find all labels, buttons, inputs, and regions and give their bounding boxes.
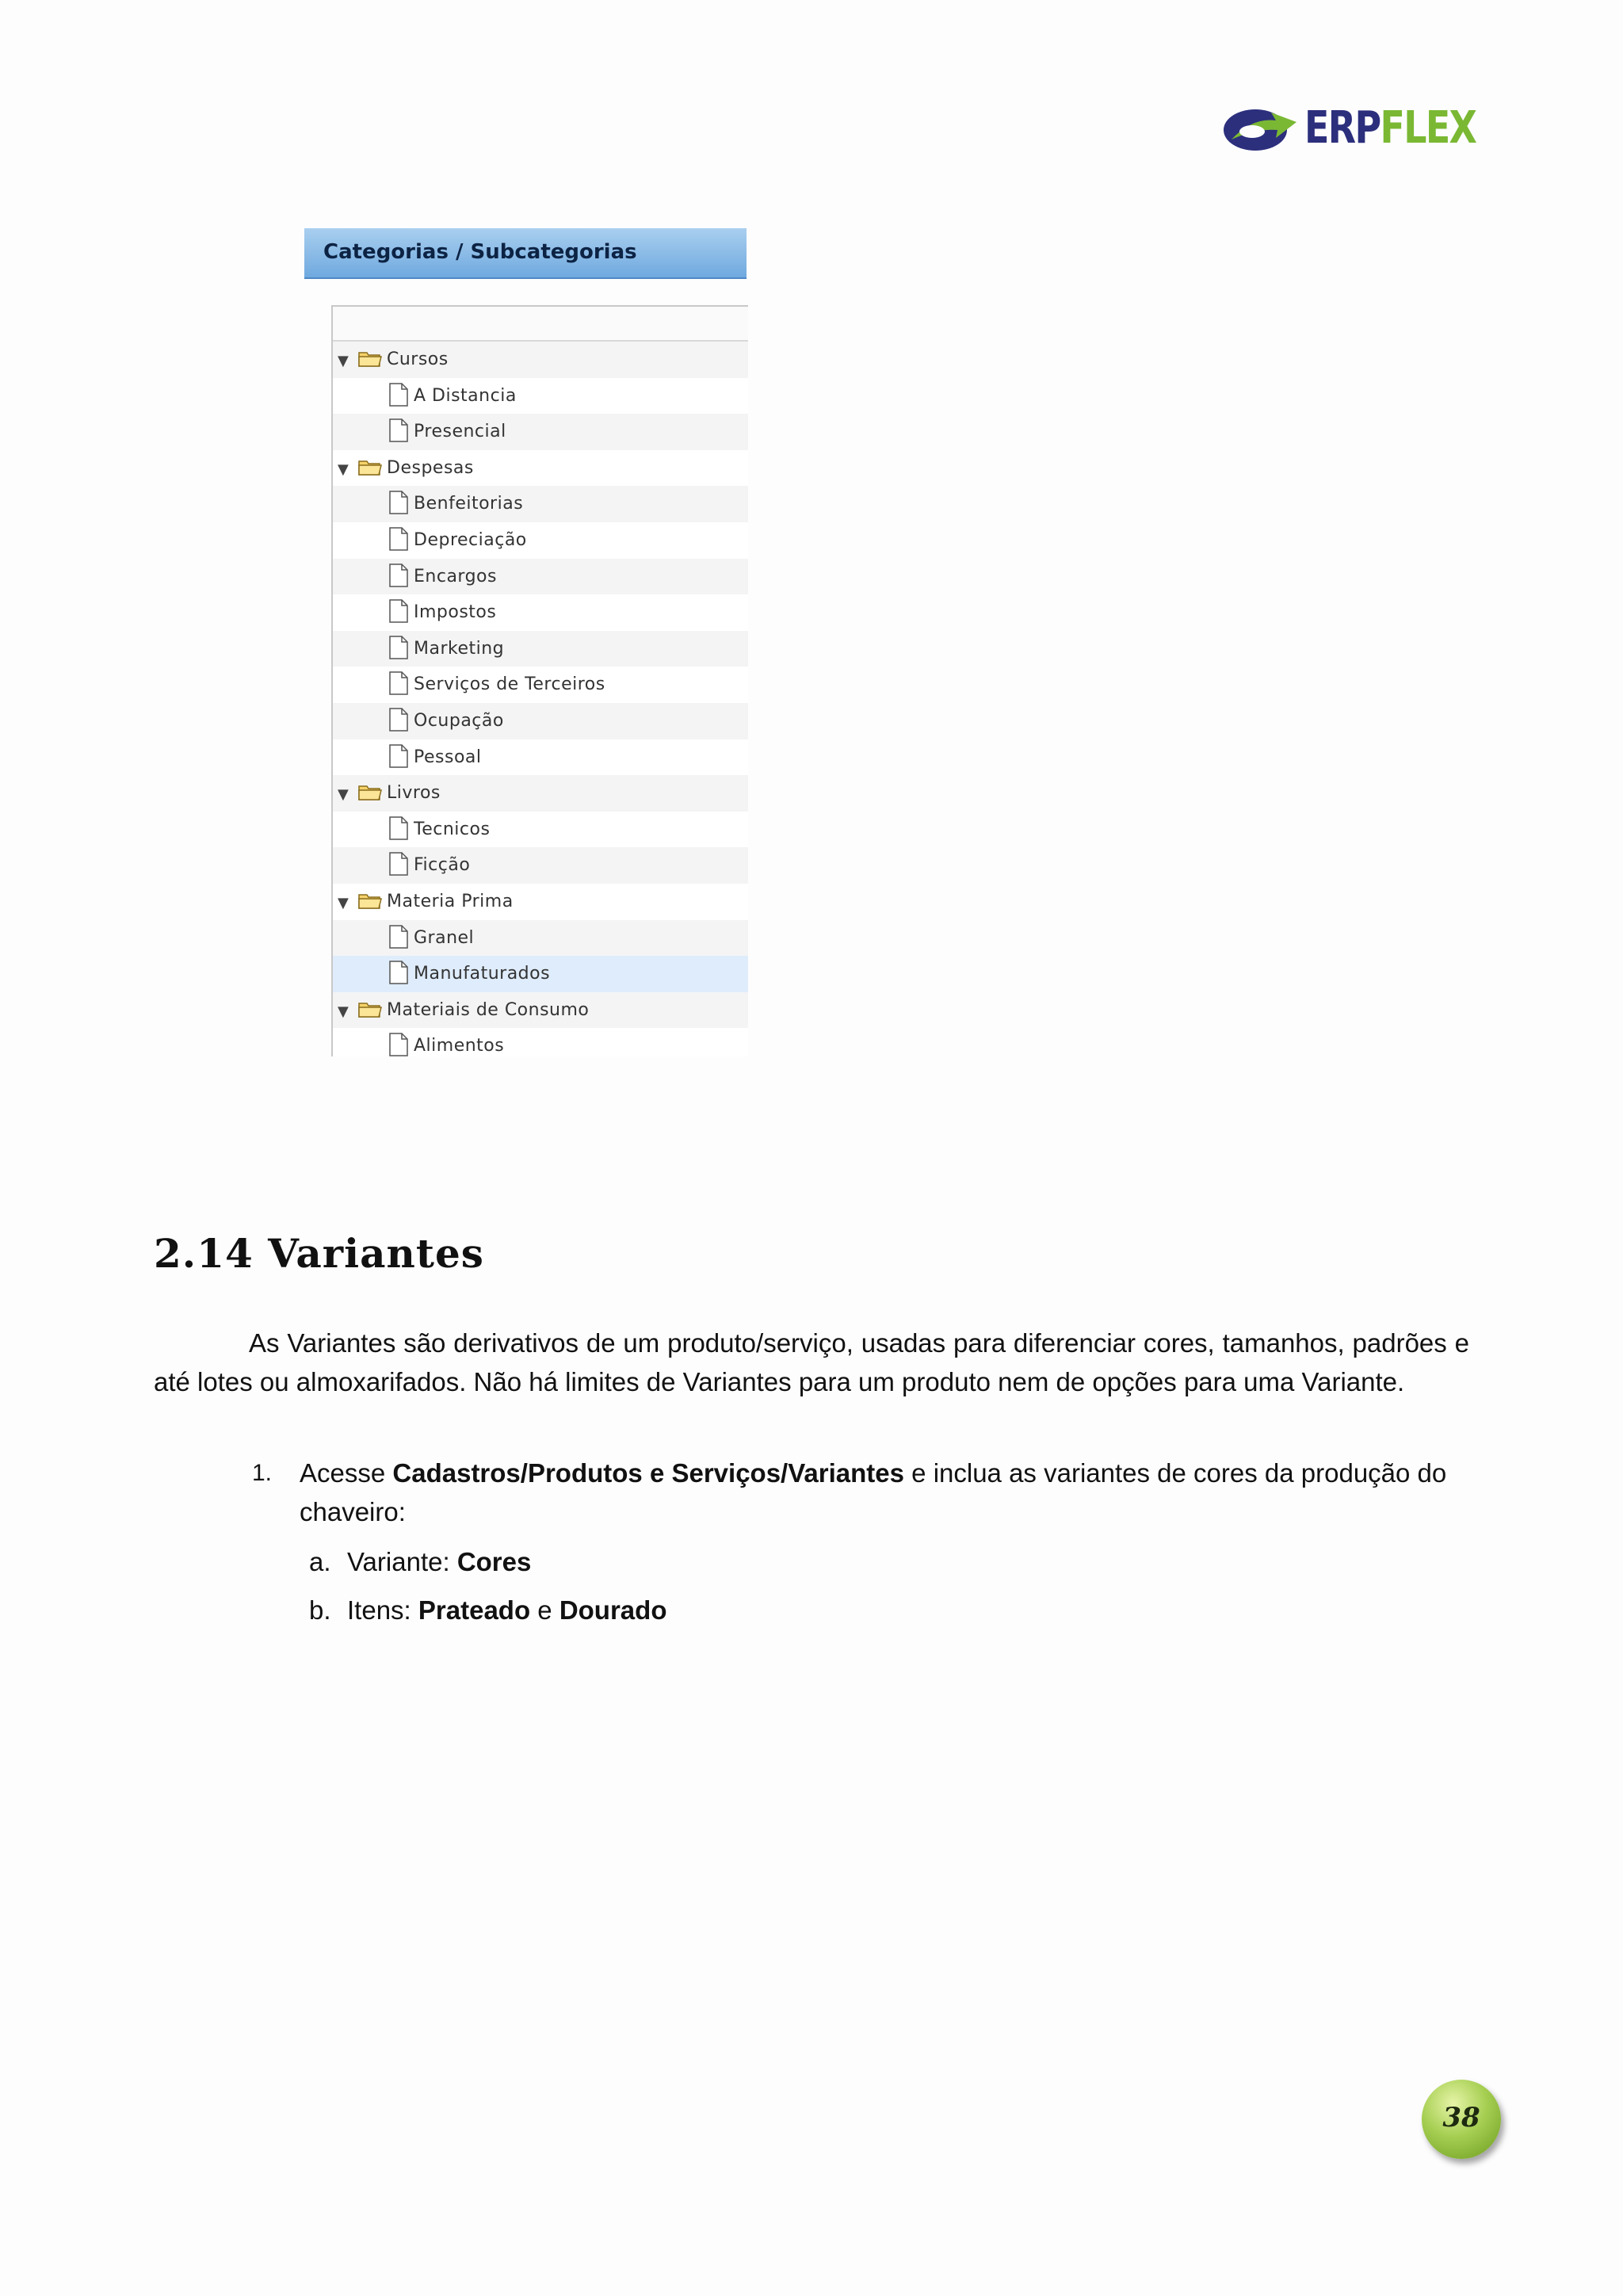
tree-label: Despesas [387, 457, 474, 478]
tree-item-row[interactable] [333, 414, 748, 450]
document-icon [388, 852, 409, 876]
document-icon [388, 563, 409, 587]
tree-label: Serviços de Terceiros [414, 674, 605, 695]
sub-item-b: b. Itens: Prateado e Dourado [309, 1595, 667, 1625]
sub-item-a: a. Variante: Cores [309, 1547, 532, 1576]
tree-item-row[interactable] [333, 631, 748, 667]
document-icon [388, 671, 409, 695]
step-number: 1. [252, 1460, 273, 1486]
step-text: Acesse Cadastros/Produtos e Serviços/Variantes e inclua as variantes de cores da produção do chaveiro: [300, 1458, 1447, 1526]
document-icon [388, 418, 409, 442]
expand-arrow-icon[interactable]: ▼ [338, 460, 349, 478]
tree-item-row[interactable] [333, 378, 748, 415]
folder-icon [358, 458, 382, 476]
tree-label: Presencial [414, 422, 506, 442]
tree-folder-row[interactable] [333, 884, 748, 920]
document-icon [388, 961, 409, 984]
logo-swoosh-icon [1220, 98, 1300, 159]
tree-label: Ocupação [414, 710, 504, 731]
tree-folder-row[interactable] [333, 450, 748, 487]
document-icon [388, 1033, 409, 1056]
document-icon [388, 925, 409, 949]
tree-item-row[interactable] [333, 956, 748, 992]
tree-label: Ficção [414, 855, 471, 876]
folder-icon [358, 892, 382, 909]
tree-item-row[interactable] [333, 522, 748, 559]
tree-item-row[interactable] [333, 667, 748, 703]
tree-item-row[interactable] [333, 847, 748, 884]
tree-label: Benfeitorias [414, 494, 524, 514]
folder-icon [358, 783, 382, 800]
tree-label: Materiais de Consumo [387, 999, 590, 1020]
tree-label: Marketing [414, 638, 505, 659]
document-icon [388, 491, 409, 514]
tree-folder-row[interactable] [333, 342, 748, 378]
section-heading: 2.14 Variantes [154, 1230, 484, 1277]
erpflex-logo [1220, 98, 1474, 159]
tree-item-row[interactable] [333, 739, 748, 776]
tree-label: Cursos [387, 350, 449, 369]
category-tree [331, 305, 748, 1056]
tree-label: Manufaturados [414, 964, 551, 984]
tree-item-row[interactable] [333, 559, 748, 595]
tree-item-row[interactable] [333, 812, 748, 848]
tree-item-row[interactable] [333, 703, 748, 739]
menu-path: Cadastros/Produtos e Serviços/Variantes [392, 1458, 904, 1488]
expand-arrow-icon[interactable]: ▼ [338, 786, 349, 804]
expand-arrow-icon[interactable]: ▼ [338, 1003, 349, 1020]
tree-label: Granel [414, 927, 475, 948]
tree-item-row[interactable] [333, 1028, 748, 1064]
tree-rows [333, 342, 748, 1064]
document-icon [388, 527, 409, 551]
expand-arrow-icon[interactable]: ▼ [338, 894, 349, 911]
panel-title: Categorias / Subcategorias [323, 240, 637, 264]
document-icon [388, 383, 409, 407]
document-icon [388, 744, 409, 768]
document-icon [388, 636, 409, 659]
tree-label: A Distancia [414, 385, 517, 406]
tree-label: Livros [387, 783, 441, 804]
tree-item-row[interactable] [333, 594, 748, 631]
folder-icon [358, 1000, 382, 1018]
panel-header [304, 228, 747, 279]
tree-label: Pessoal [414, 747, 482, 767]
expand-arrow-icon[interactable]: ▼ [338, 353, 349, 369]
tree-folder-row[interactable] [333, 992, 748, 1029]
document-icon [388, 708, 409, 732]
document-icon [388, 816, 409, 840]
tree-label: Alimentos [414, 1036, 505, 1056]
tree-item-row[interactable] [333, 486, 748, 522]
tree-label: Tecnicos [414, 819, 491, 839]
document-icon [388, 599, 409, 623]
tree-label: Materia Prima [387, 891, 514, 911]
tree-item-row[interactable] [333, 920, 748, 957]
section-paragraph: As Variantes são derivativos de um produto/serviço, usadas para diferenciar cores, tamanhos, padrões e até lotes ou almoxarifados. Não há limites de Variantes para um produto nem de opções para uma Variante. [154, 1328, 1469, 1396]
page-number: 38 [1442, 2102, 1480, 2134]
tree-column-header [333, 305, 748, 342]
logo-text: ERPFLEX [1304, 102, 1476, 154]
tree-label: Encargos [414, 566, 497, 586]
page-number-badge [1422, 2080, 1501, 2159]
tree-folder-row[interactable] [333, 775, 748, 812]
folder-icon [358, 350, 382, 367]
tree-label: Depreciação [414, 529, 527, 550]
tree-label: Impostos [414, 602, 497, 623]
